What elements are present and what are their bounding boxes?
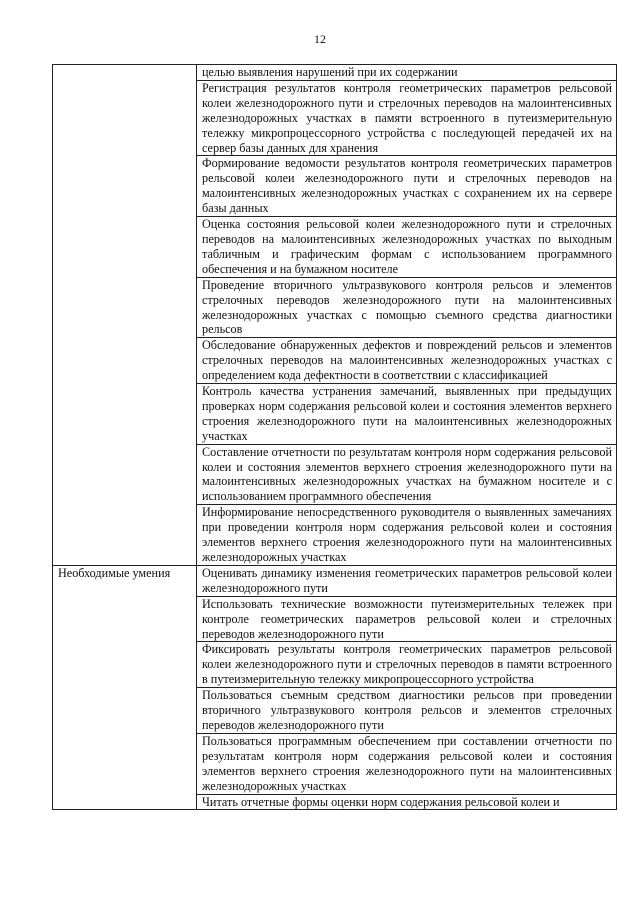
competency-table — [52, 64, 617, 810]
table-cell: Читать отчетные формы оценки норм содержания рельсовой колеи и — [197, 794, 617, 810]
table-cell: Обследование обнаруженных дефектов и повреждений рельсов и элементов стрелочных переводов на малоинтенсивных железнодорожных участках с определением кода дефектности в соответствии с классификацией — [197, 338, 617, 384]
row-label-skills: Необходимые умения — [53, 565, 197, 810]
table-cell: Фиксировать результаты контроля геометрических параметров рельсовой колеи железнодорожного пути и стрелочных переводов в памяти встроенного в путеизмерительную тележку микропроцессорного устройства — [197, 642, 617, 688]
table-cell: Формирование ведомости результатов контроля геометрических параметров рельсовой колеи железнодорожного пути и стрелочных переводов на малоинтенсивных железнодорожных участках с сохранением их на сервере базы данных — [197, 156, 617, 217]
table-cell: целью выявления нарушений при их содержании — [197, 65, 617, 81]
table-cell: Пользоваться программным обеспечением при составлении отчетности по результатам контроля норм содержания рельсовой колеи и состояния элементов верхнего строения железнодорожного пути на малоинтенсивных железнодорожных участках — [197, 733, 617, 794]
page-number: 12 — [314, 32, 326, 46]
table-cell: Оценивать динамику изменения геометрических параметров рельсовой колеи железнодорожного пути — [197, 565, 617, 596]
table-cell: Использовать технические возможности путеизмерительных тележек при контроле геометрических параметров рельсовой колеи и стрелочных переводов железнодорожного пути — [197, 596, 617, 642]
table-cell: Информирование непосредственного руководителя о выявленных замечаниях при проведении контроля норм содержания рельсовой колеи и состояния элементов верхнего строения железнодорожного пути на малоинтенсивных железнодорожных участках — [197, 505, 617, 566]
table-row — [53, 565, 617, 596]
table-cell: Контроль качества устранения замечаний, выявленных при предыдущих проверках норм содержания рельсовой колеи и состояния элементов верхнего строения железнодорожного пути на малоинтенсивных железнодорожных участках — [197, 384, 617, 445]
table-cell: Составление отчетности по результатам контроля норм содержания рельсовой колеи и состояния элементов верхнего строения железнодорожного пути на малоинтенсивных железнодорожных участках на бумажном носителе и с использованием программного обеспечения — [197, 444, 617, 505]
table-cell: Оценка состояния рельсовой колеи железнодорожного пути и стрелочных переводов на малоинтенсивных железнодорожных участках по выходным табличным и графическим формам с использованием программного обеспечения и на бумажном носителе — [197, 217, 617, 278]
table-cell: Проведение вторичного ультразвукового контроля рельсов и элементов стрелочных переводов железнодорожного пути на малоинтенсивных железнодорожных участках с помощью съемного средства диагностики рельсов — [197, 277, 617, 338]
table-cell: Пользоваться съемным средством диагностики рельсов при проведении вторичного ультразвукового контроля рельсов и элементов стрелочных переводов железнодорожного пути — [197, 688, 617, 734]
table-cell: Регистрация результатов контроля геометрических параметров рельсовой колеи железнодорожного пути и стрелочных переводов на малоинтенсивных железнодорожных участках в памяти встроенного в путеизмерительную тележку микропроцессорного устройства с последующей передачей их на сервер базы данных для хранения — [197, 80, 617, 156]
row-label-empty — [53, 65, 197, 566]
table-row — [53, 65, 617, 81]
